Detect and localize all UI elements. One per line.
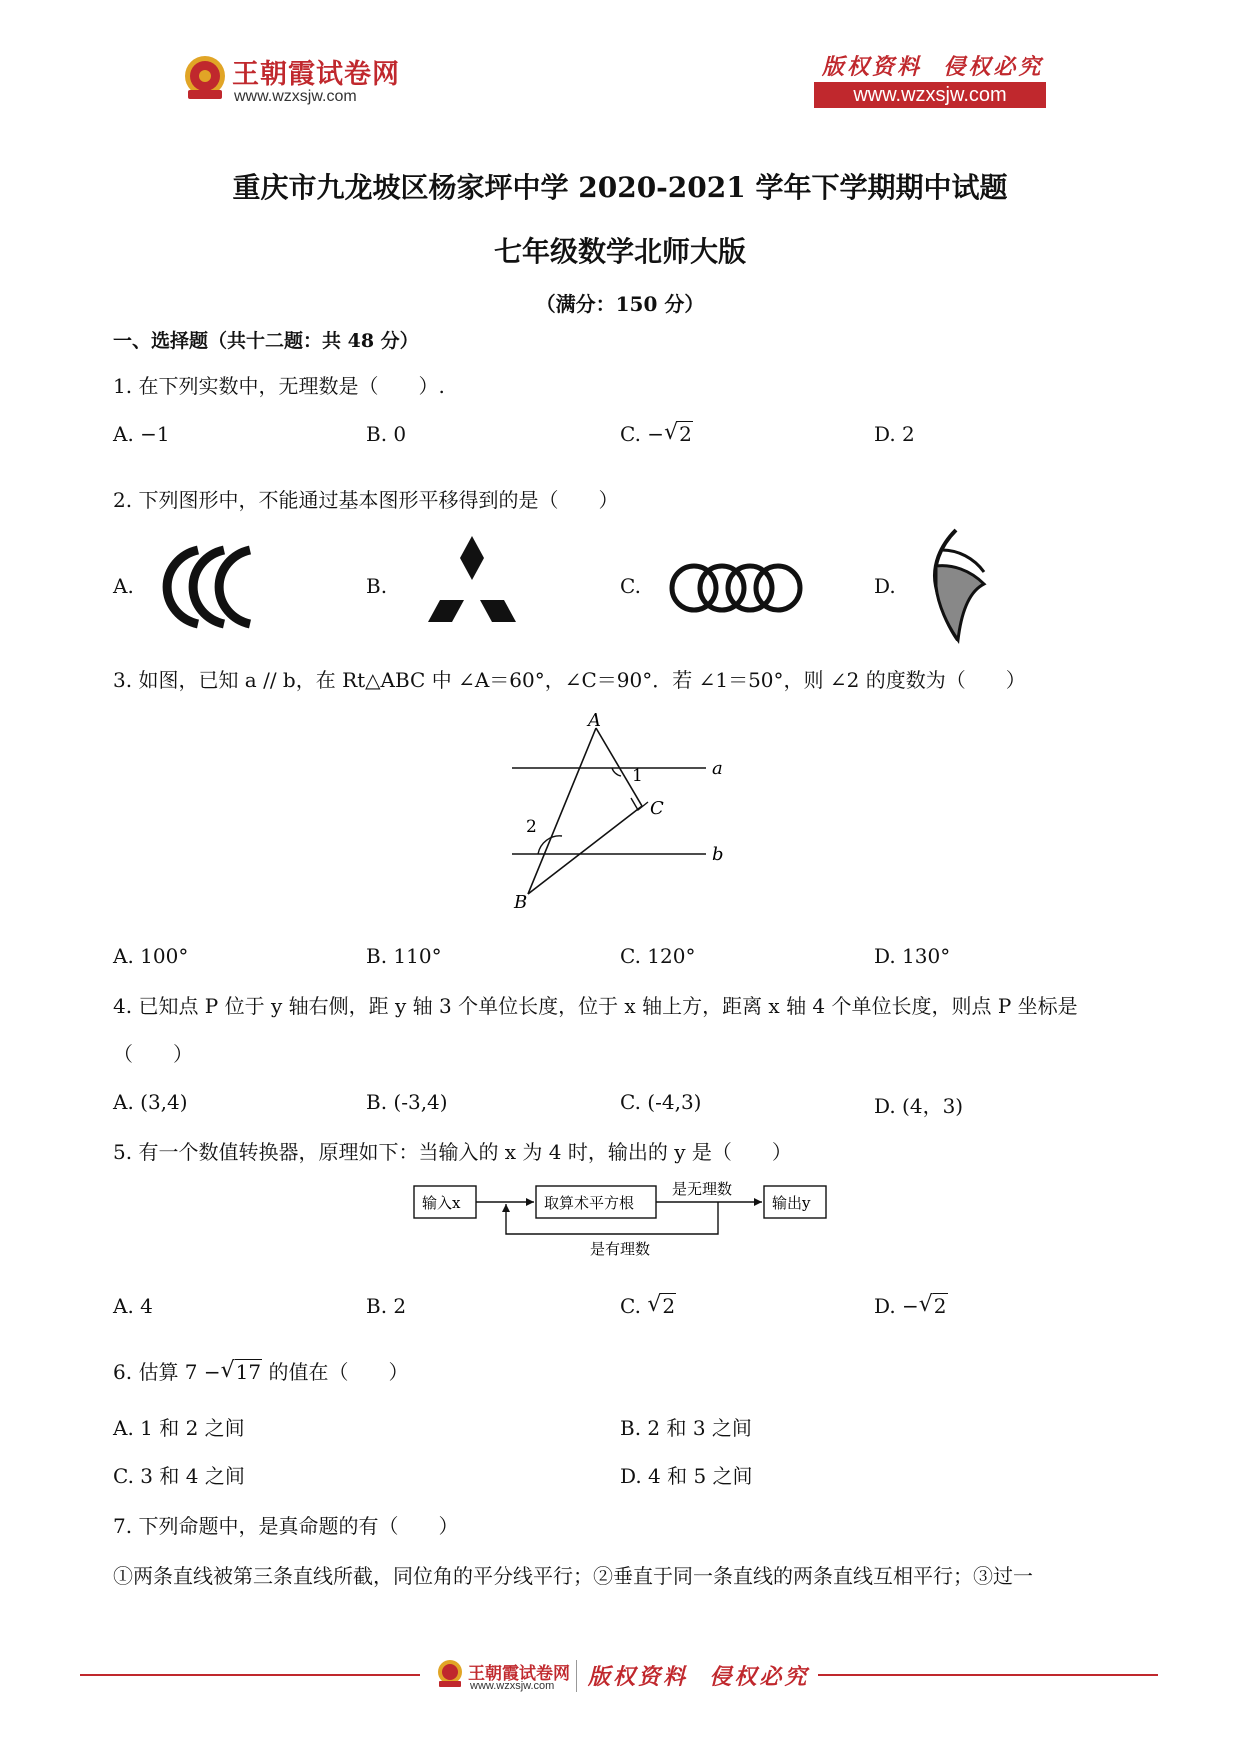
header-logo [182, 50, 402, 112]
q6-option-b: B. 2 和 3 之间 [620, 1416, 752, 1440]
fig-label-one: 1 [632, 766, 643, 786]
fig-label-B: B [514, 892, 528, 912]
q2-stem: 2. 下列图形中，不能通过基本图形平移得到的是（ ） [113, 488, 619, 512]
q4-option-b: B. (-3,4) [366, 1090, 448, 1114]
fig-label-A: A [588, 712, 601, 731]
sqrt: √ 17 [220, 1358, 262, 1384]
q1-option-d: D. 2 [874, 422, 915, 446]
q6-stem-suffix: 的值在（ ） [268, 1360, 409, 1384]
q5-option-c-radicand: 2 [662, 1294, 676, 1318]
q1-option-b: B. 0 [366, 422, 407, 446]
q1-option-c-radicand: 2 [679, 422, 692, 446]
q3-option-a: A. 100° [113, 944, 189, 968]
q4-stem: 4. 已知点 P 位于 y 轴右侧，距 y 轴 3 个单位长度，位于 x 轴上方，距离 x 轴 4 个单位长度，则点 P 坐标是 [113, 994, 1078, 1018]
q5-option-d-radicand: 2 [933, 1294, 947, 1318]
q6-stem [113, 1356, 408, 1385]
document-title: 重庆市九龙坡区杨家坪中学 2020-2021 学年下学期期中试题 [232, 171, 1008, 204]
fig-label-C: C [650, 798, 664, 819]
footer-line-right [818, 1674, 1158, 1676]
footer-copyright-text: 版权资料 侵权必究 [588, 1664, 810, 1690]
q6-stem-radicand: 17 [235, 1360, 262, 1384]
q4-option-d: D. (4，3) [874, 1094, 964, 1118]
q7-stem: 7. 下列命题中，是真命题的有（ ） [113, 1514, 459, 1538]
q2-option-a: A. [113, 574, 134, 598]
footer-brand-name: 王朝霞试卷网 [468, 1664, 570, 1683]
q3-option-d: D. 130° [874, 944, 951, 968]
q2-option-d: D. [874, 574, 896, 598]
header-copyright-url: www.wzxsjw.com [814, 82, 1046, 108]
q1-option-c-prefix: C. − [620, 422, 665, 446]
flowchart [410, 1178, 830, 1258]
flow-irrational: 是无理数 [672, 1180, 733, 1198]
footer-brand-url: www.wzxsjw.com [470, 1680, 555, 1692]
three-diamond-figure [420, 534, 524, 626]
score-note: （满分：150 分） [535, 292, 705, 316]
q5-option-c [620, 1294, 676, 1318]
q6-option-c: C. 3 和 4 之间 [113, 1464, 245, 1488]
section-heading: 一、选择题（共十二题：共 48 分） [113, 330, 419, 352]
sqrt: √ 2 [664, 420, 692, 446]
four-rings-figure [668, 560, 804, 616]
footer-divider [576, 1660, 577, 1692]
q1-stem: 1. 在下列实数中，无理数是（ ）. [113, 374, 445, 398]
q7-propositions: ①两条直线被第三条直线所截，同位角的平分线平行；②垂直于同一条直线的两条直线互相平行；③过一 [113, 1564, 1033, 1588]
footer-line-left [80, 1674, 420, 1676]
document-subtitle: 七年级数学北师大版 [493, 235, 746, 268]
flow-rational: 是有理数 [590, 1240, 651, 1258]
sqrt: √ 2 [647, 1292, 676, 1318]
q5-option-b: B. 2 [366, 1294, 407, 1318]
brand-emblem-icon [182, 52, 228, 104]
q3-option-c: C. 120° [620, 944, 696, 968]
fig-label-two: 2 [526, 817, 537, 837]
q6-stem-prefix: 6. 估算 7 − [113, 1360, 221, 1384]
q6-option-d: D. 4 和 5 之间 [620, 1464, 753, 1488]
q5-option-c-prefix: C. [620, 1294, 641, 1318]
fig-label-b: b [712, 844, 724, 865]
q1-option-a: A. −1 [113, 422, 170, 446]
triple-arc-figure [160, 544, 264, 630]
q4-option-c: C. (-4,3) [620, 1090, 702, 1114]
flow-process: 取算术平方根 [544, 1194, 635, 1212]
footer-emblem-icon [436, 1658, 464, 1690]
triangle-parallel-lines-figure [500, 712, 740, 912]
q5-option-d-prefix: D. − [874, 1294, 919, 1318]
leaf-shape-figure [922, 526, 1002, 644]
q4-stem-cont: （ ） [113, 1042, 193, 1066]
q1-option-c [620, 422, 693, 446]
brand-url: www.wzxsjw.com [234, 88, 357, 105]
sqrt: √ 2 [918, 1292, 947, 1318]
q4-option-a: A. (3,4) [113, 1090, 188, 1114]
q5-option-d [874, 1294, 948, 1318]
flow-output: 输出y [772, 1194, 811, 1212]
q5-option-a: A. 4 [113, 1294, 153, 1318]
header-copyright-text: 版权资料 侵权必究 [822, 54, 1044, 80]
q2-option-c: C. [620, 574, 641, 598]
fig-label-a: a [712, 758, 723, 779]
brand-name: 王朝霞试卷网 [232, 59, 400, 89]
q3-option-b: B. 110° [366, 944, 442, 968]
q5-stem: 5. 有一个数值转换器，原理如下：当输入的 x 为 4 时，输出的 y 是（ ） [113, 1140, 792, 1164]
flow-input: 输入x [422, 1194, 461, 1212]
q3-stem: 3. 如图，已知 a // b，在 Rt△ABC 中 ∠A＝60°，∠C＝90°．若 ∠1＝50°，则 ∠2 的度数为（ ） [113, 668, 1026, 692]
q2-option-b: B. [366, 574, 388, 598]
q6-option-a: A. 1 和 2 之间 [113, 1416, 245, 1440]
